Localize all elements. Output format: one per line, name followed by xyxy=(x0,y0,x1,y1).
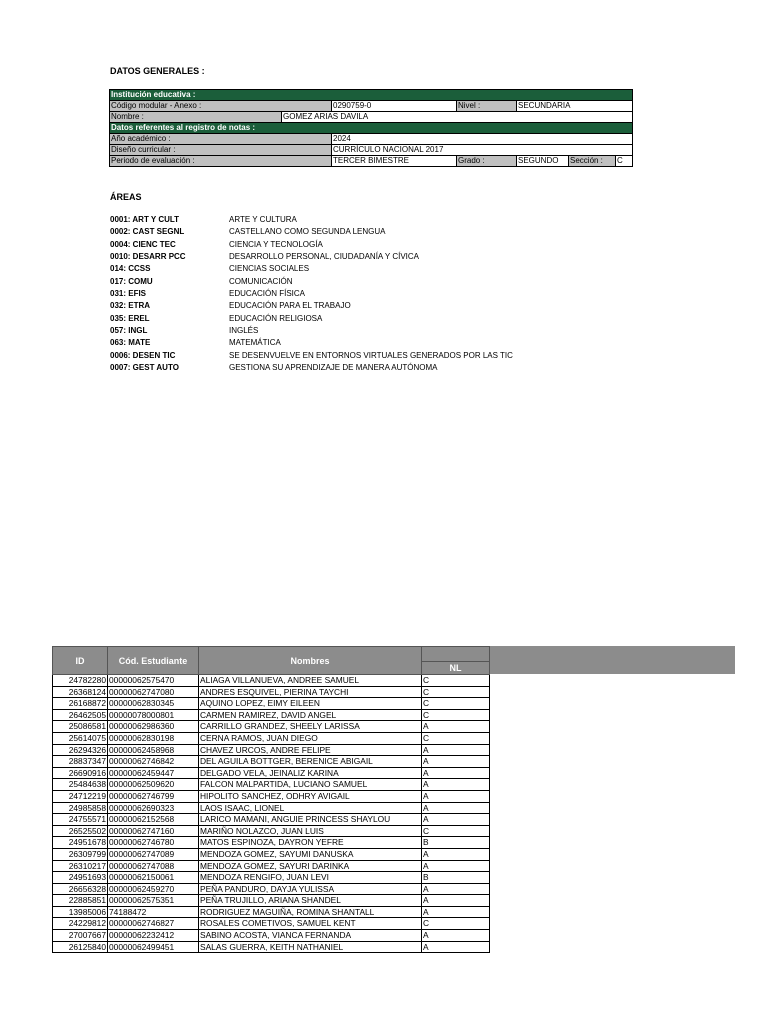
student-code: 00000062575470 xyxy=(108,675,199,687)
table-row xyxy=(53,906,490,918)
table-row xyxy=(53,848,490,860)
student-name: CARMEN RAMIREZ, DAVID ANGEL xyxy=(199,709,422,721)
student-code: 00000062459270 xyxy=(108,883,199,895)
periodo-label: Periodo de evaluación : xyxy=(110,156,332,167)
student-code: 00000062747088 xyxy=(108,860,199,872)
students-header-row xyxy=(53,647,490,662)
student-code: 00000062152568 xyxy=(108,814,199,826)
datos-generales-title: DATOS GENERALES : xyxy=(110,66,205,76)
student-name: CARRILLO GRANDEZ, SHEELY LARISSA xyxy=(199,721,422,733)
student-id: 26656328 xyxy=(53,883,108,895)
student-nl: B xyxy=(422,872,490,884)
seccion-label: Sección : xyxy=(569,156,616,167)
student-nl: C xyxy=(422,698,490,710)
student-id: 25086581 xyxy=(53,721,108,733)
student-id: 24755571 xyxy=(53,814,108,826)
student-nl: A xyxy=(422,802,490,814)
student-id: 24951693 xyxy=(53,872,108,884)
table-row xyxy=(53,930,490,942)
nombre-row xyxy=(110,112,633,123)
student-name: PEÑA TRUJILLO, ARIANA SHANDEL xyxy=(199,895,422,907)
table-row xyxy=(53,883,490,895)
area-name: EDUCACIÓN RELIGIOSA xyxy=(229,313,323,323)
student-nl: A xyxy=(422,848,490,860)
table-row xyxy=(53,872,490,884)
periodo-value: TERCER BIMESTRE xyxy=(332,156,457,167)
student-name: PEÑA PANDURO, DAYJA YULISSA xyxy=(199,883,422,895)
students-body xyxy=(53,675,490,953)
table-row xyxy=(53,709,490,721)
student-id: 26125840 xyxy=(53,941,108,953)
student-id: 24229812 xyxy=(53,918,108,930)
seccion-value: C xyxy=(616,156,633,167)
student-name: DELGADO VELA, JEINALIZ KARINA xyxy=(199,767,422,779)
area-name: ARTE Y CULTURA xyxy=(229,215,297,224)
student-id: 22885851 xyxy=(53,895,108,907)
student-nl: A xyxy=(422,721,490,733)
student-id: 24985858 xyxy=(53,802,108,814)
student-nl: C xyxy=(422,686,490,698)
student-nl: C xyxy=(422,825,490,837)
student-code: 74188472 xyxy=(108,906,199,918)
students-table xyxy=(52,646,490,953)
student-code: 00000062499451 xyxy=(108,941,199,953)
student-id: 28837347 xyxy=(53,756,108,768)
area-name: SE DESENVUELVE EN ENTORNOS VIRTUALES GENERADOS POR LAS TIC xyxy=(229,350,513,360)
student-name: ALIAGA VILLANUEVA, ANDREE SAMUEL xyxy=(199,675,422,687)
student-nl: B xyxy=(422,837,490,849)
student-nl: A xyxy=(422,883,490,895)
area-code: 063: MATE xyxy=(110,338,151,348)
student-name: FALCON MALPARTIDA, LUCIANO SAMUEL xyxy=(199,779,422,791)
student-code: 00000062830345 xyxy=(108,698,199,710)
student-code: 00000062575351 xyxy=(108,895,199,907)
student-nl: A xyxy=(422,895,490,907)
student-nl: A xyxy=(422,941,490,953)
student-name: MATOS ESPINOZA, DAYRON YEFRE xyxy=(199,837,422,849)
area-code: 035: EREL xyxy=(110,313,150,323)
area-name: COMUNICACIÓN xyxy=(229,276,293,286)
student-code: 00000062459447 xyxy=(108,767,199,779)
diseno-label: Diseño curricular : xyxy=(110,145,332,156)
student-id: 26525502 xyxy=(53,825,108,837)
student-id: 26462505 xyxy=(53,709,108,721)
grado-value: SEGUNDO xyxy=(517,156,569,167)
area-code: 014: CCSS xyxy=(110,264,151,274)
table-row xyxy=(53,802,490,814)
registro-header: Datos referentes al registro de notas : xyxy=(110,123,633,134)
student-code: 00000078000801 xyxy=(108,709,199,721)
area-code: 0010: DESARR PCC xyxy=(110,252,186,262)
student-nl: A xyxy=(422,930,490,942)
nombre-label: Nombre : xyxy=(110,112,282,123)
area-code: 0007: GEST AUTO xyxy=(110,363,179,373)
anio-label: Año académico : xyxy=(110,134,332,145)
area-code: 017: COMU xyxy=(110,276,153,286)
student-id: 13985006 xyxy=(53,906,108,918)
anio-row xyxy=(110,134,633,145)
student-name: SABINO ACOSTA, VIANCA FERNANDA xyxy=(199,930,422,942)
table-row xyxy=(53,698,490,710)
nombres-header: Nombres xyxy=(199,647,422,675)
area-code: 0004: CIENC TEC xyxy=(110,239,176,249)
student-name: CHAVEZ URCOS, ANDRE FELIPE xyxy=(199,744,422,756)
anio-value: 2024 xyxy=(332,134,633,145)
table-row xyxy=(53,895,490,907)
student-code: 00000062747089 xyxy=(108,848,199,860)
student-id: 26309799 xyxy=(53,848,108,860)
student-name: SALAS GUERRA, KEITH NATHANIEL xyxy=(199,941,422,953)
table-row xyxy=(53,756,490,768)
student-code: 00000062232412 xyxy=(108,930,199,942)
student-name: MENDOZA RENGIFO, JUAN LEVI xyxy=(199,872,422,884)
student-name: MENDOZA GOMEZ, SAYURI DARINKA xyxy=(199,860,422,872)
table-row xyxy=(53,837,490,849)
area-name: EDUCACIÓN FÍSICA xyxy=(229,289,306,299)
student-name: CERNA RAMOS, JUAN DIEGO xyxy=(199,732,422,744)
student-id: 25614075 xyxy=(53,732,108,744)
student-name: DEL AGUILA BOTTGER, BERENICE ABIGAIL xyxy=(199,756,422,768)
codigo-row xyxy=(110,101,633,112)
diseno-row xyxy=(110,145,633,156)
area-code: 0002: CAST SEGNL xyxy=(110,227,185,237)
nl-header: NL xyxy=(422,662,490,675)
institucion-header: Institución educativa : xyxy=(110,90,633,101)
area-code: 032: ETRA xyxy=(110,301,151,311)
area-code: 031: EFIS xyxy=(110,289,147,299)
registro-header-row xyxy=(110,123,633,134)
student-nl: C xyxy=(422,918,490,930)
student-code: 00000062690323 xyxy=(108,802,199,814)
area-code: 0006: DESEN TIC xyxy=(110,350,176,360)
table-row xyxy=(53,744,490,756)
area-name: CIENCIA Y TECNOLOGÍA xyxy=(229,239,323,249)
student-nl: A xyxy=(422,906,490,918)
student-nl: C xyxy=(422,709,490,721)
student-name: AQUINO LOPEZ, EIMY EILEEN xyxy=(199,698,422,710)
student-code: 00000062747160 xyxy=(108,825,199,837)
periodo-row xyxy=(110,156,633,167)
student-code: 00000062830198 xyxy=(108,732,199,744)
student-id: 24951678 xyxy=(53,837,108,849)
student-code: 00000062746799 xyxy=(108,790,199,802)
student-nl: A xyxy=(422,756,490,768)
student-id: 26310217 xyxy=(53,860,108,872)
nivel-value: SECUNDARIA xyxy=(517,101,633,112)
student-code: 00000062150061 xyxy=(108,872,199,884)
table-row xyxy=(53,860,490,872)
student-name: RODRIGUEZ MAGUIÑA, ROMINA SHANTALL xyxy=(199,906,422,918)
student-nl: A xyxy=(422,860,490,872)
table-row xyxy=(53,675,490,687)
table-row xyxy=(53,941,490,953)
student-code: 00000062986360 xyxy=(108,721,199,733)
student-id: 24782280 xyxy=(53,675,108,687)
table-row xyxy=(53,721,490,733)
student-id: 25484638 xyxy=(53,779,108,791)
student-code: 00000062458968 xyxy=(108,744,199,756)
student-id: 26294326 xyxy=(53,744,108,756)
student-code: 00000062747080 xyxy=(108,686,199,698)
student-id: 26368124 xyxy=(53,686,108,698)
student-nl: C xyxy=(422,732,490,744)
student-code: 00000062746842 xyxy=(108,756,199,768)
table-row xyxy=(53,814,490,826)
student-code: 00000062746780 xyxy=(108,837,199,849)
table-row xyxy=(53,918,490,930)
student-id: 24712219 xyxy=(53,790,108,802)
area-name: DESARROLLO PERSONAL, CIUDADANÍA Y CÍVICA xyxy=(229,252,419,262)
student-id: 27007667 xyxy=(53,930,108,942)
diseno-value: CURRÍCULO NACIONAL 2017 xyxy=(332,145,633,156)
student-name: MARIÑO NOLAZCO, JUAN LUIS xyxy=(199,825,422,837)
table-row xyxy=(53,825,490,837)
header-extension-bar xyxy=(489,646,735,674)
general-info-table xyxy=(109,89,633,167)
nl-header-top xyxy=(422,647,490,662)
area-name: MATEMÁTICA xyxy=(229,338,281,348)
student-nl: A xyxy=(422,767,490,779)
table-row xyxy=(53,790,490,802)
area-code: 0001: ART Y CULT xyxy=(110,215,180,224)
table-row xyxy=(53,732,490,744)
nivel-label: Nivel : xyxy=(457,101,517,112)
table-row xyxy=(53,779,490,791)
codigo-value: 0290759-0 xyxy=(332,101,457,112)
nombre-value: GOMEZ ARIAS DAVILA xyxy=(282,112,633,123)
institucion-header-row xyxy=(110,90,633,101)
student-nl: C xyxy=(422,675,490,687)
student-name: HIPOLITO SANCHEZ, ODHRY AVIGAIL xyxy=(199,790,422,802)
student-name: ROSALES COMETIVOS, SAMUEL KENT xyxy=(199,918,422,930)
area-name: GESTIONA SU APRENDIZAJE DE MANERA AUTÓNOMA xyxy=(229,363,438,373)
student-nl: A xyxy=(422,790,490,802)
areas-title: ÁREAS xyxy=(110,192,142,202)
area-name: CASTELLANO COMO SEGUNDA LENGUA xyxy=(229,227,386,237)
student-name: ANDRES ESQUIVEL, PIERINA TAYCHI xyxy=(199,686,422,698)
area-name: CIENCIAS SOCIALES xyxy=(229,264,310,274)
student-name: LAOS ISAAC, LIONEL xyxy=(199,802,422,814)
student-name: LARICO MAMANI, ANGUIE PRINCESS SHAYLOU xyxy=(199,814,422,826)
student-nl: A xyxy=(422,744,490,756)
table-row xyxy=(53,686,490,698)
student-name: MENDOZA GOMEZ, SAYUMI DANUSKA xyxy=(199,848,422,860)
id-header: ID xyxy=(53,647,108,675)
student-nl: A xyxy=(422,779,490,791)
student-id: 26690916 xyxy=(53,767,108,779)
student-code: 00000062746827 xyxy=(108,918,199,930)
area-name: EDUCACIÓN PARA EL TRABAJO xyxy=(229,301,351,311)
grado-label: Grado : xyxy=(457,156,517,167)
area-name: INGLÉS xyxy=(229,326,259,336)
student-nl: A xyxy=(422,814,490,826)
student-code: 00000062509620 xyxy=(108,779,199,791)
codigo-label: Código modular - Anexo : xyxy=(110,101,332,112)
table-row xyxy=(53,767,490,779)
student-id: 26168872 xyxy=(53,698,108,710)
area-code: 057: INGL xyxy=(110,326,148,336)
codigo-header: Cód. Estudiante xyxy=(108,647,199,675)
